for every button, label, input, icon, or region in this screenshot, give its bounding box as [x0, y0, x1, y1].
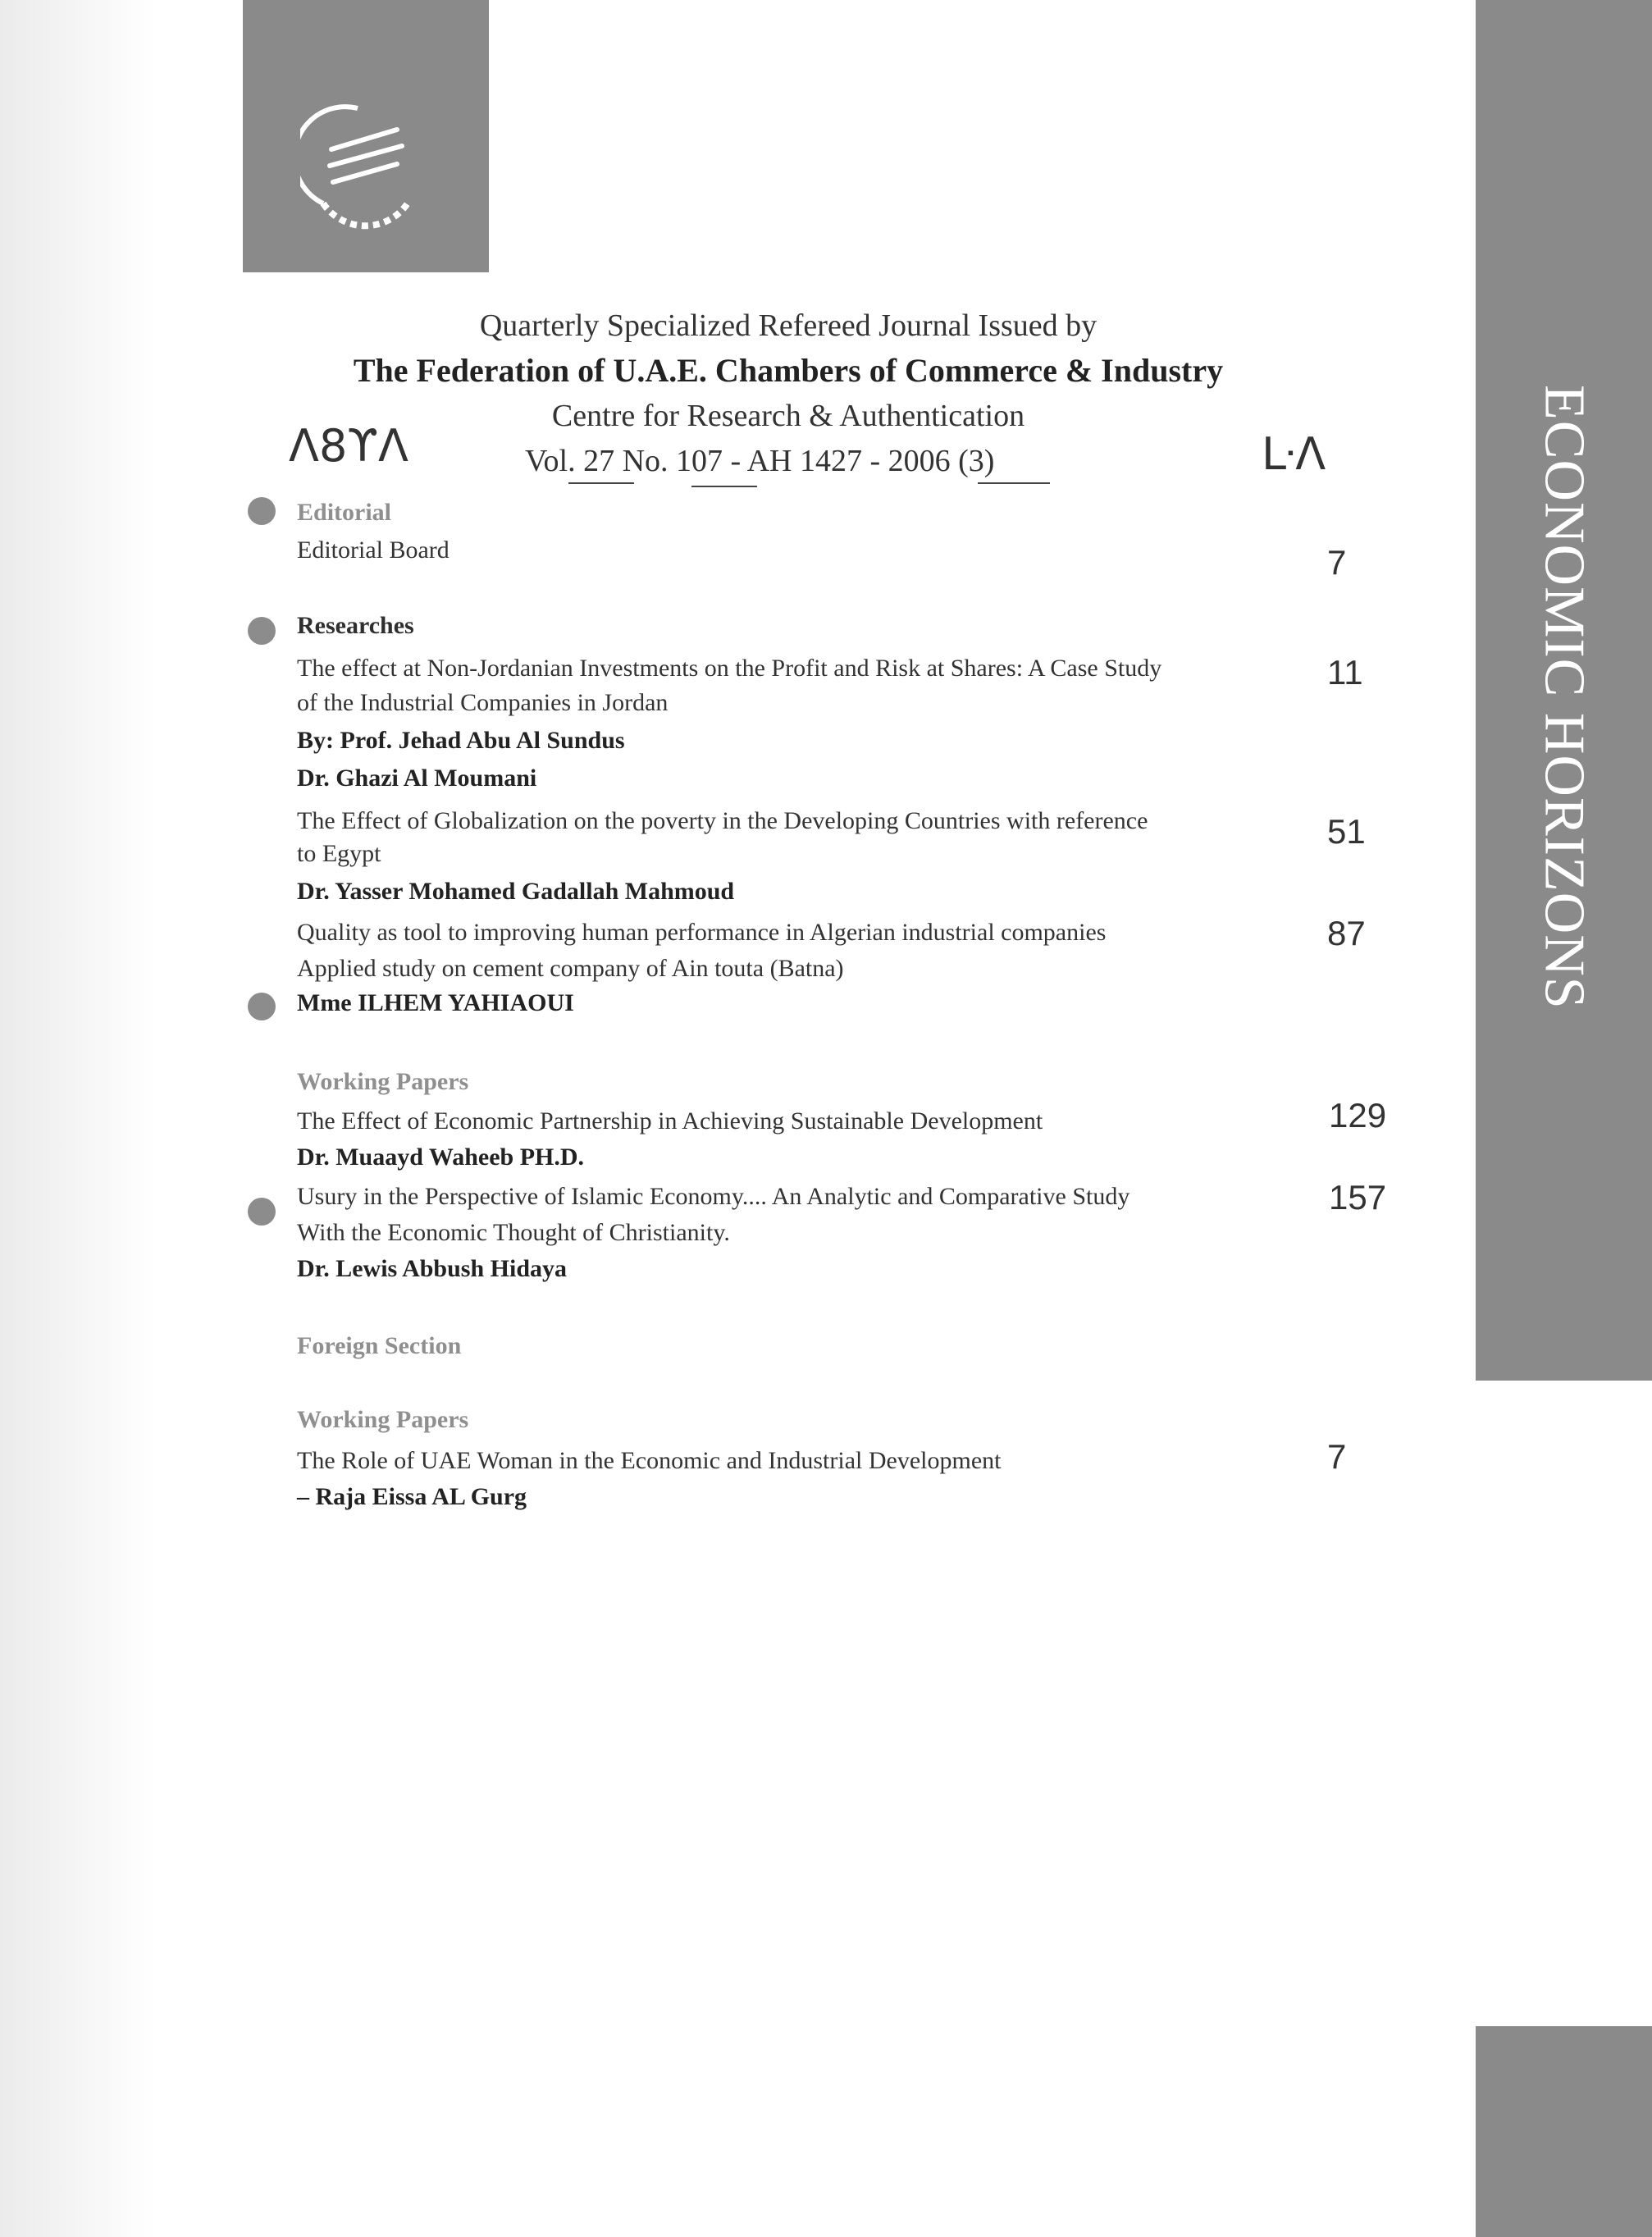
section-heading-working-papers: Working Papers	[297, 1068, 469, 1095]
section-heading-editorial: Editorial	[297, 499, 392, 526]
section-heading-researches: Researches	[297, 612, 414, 639]
bottom-gray-block	[1476, 2026, 1652, 2237]
editorial-item: Editorial Board	[297, 536, 450, 564]
article-author: By: Prof. Jehad Abu Al Sundus	[297, 727, 625, 754]
page-number: 157	[1329, 1178, 1387, 1217]
section-heading-foreign: Foreign Section	[297, 1332, 462, 1359]
issued-by-line: Quarterly Specialized Refereed Journal Issued by	[479, 308, 1098, 343]
section-bullet	[248, 617, 276, 645]
section-bullet	[248, 993, 276, 1020]
underline-number	[691, 486, 757, 487]
journal-title-vertical	[1476, 345, 1652, 1050]
page-number: 129	[1329, 1096, 1387, 1134]
article-title: With the Economic Thought of Christianity.	[297, 1219, 730, 1246]
handwritten-note-right: ᒷΛ	[1262, 428, 1326, 480]
article-author: Dr. Muaayd Waheeb PH.D.	[297, 1144, 585, 1171]
article-author: – Raja Eissa AL Gurg	[297, 1483, 527, 1510]
federation-logo-icon	[300, 98, 431, 230]
handwritten-note-left: Λ8ϒΛ	[289, 420, 408, 472]
article-title: The effect at Non-Jordanian Investments on the Profit and Risk at Shares: A Case Study	[297, 655, 1162, 682]
section-heading-foreign-working-papers: Working Papers	[297, 1406, 469, 1433]
article-author: Dr. Yasser Mohamed Gadallah Mahmoud	[297, 878, 735, 905]
centre-name: Centre for Research & Authentication	[551, 399, 1025, 433]
article-title: The Effect of Globalization on the poverty in the Developing Countries with reference	[297, 807, 1148, 834]
section-bullet	[248, 497, 276, 525]
article-author: Dr. Ghazi Al Moumani	[297, 765, 537, 792]
page-number: 7	[1327, 1437, 1347, 1476]
article-title: The Effect of Economic Partnership in Achieving Sustainable Development	[297, 1107, 1043, 1134]
article-author: Dr. Lewis Abbush Hidaya	[297, 1255, 568, 1282]
journal-title: ECONOMIC HORIZONS	[1532, 385, 1596, 1010]
underline-year	[978, 482, 1050, 484]
logo-block	[243, 0, 489, 272]
volume-line: Vol. 27 No. 107 - AH 1427 - 2006 (3)	[525, 444, 995, 478]
page-number: 11	[1327, 653, 1363, 692]
publisher-name: The Federation of U.A.E. Chambers of Commerce & Industry	[353, 352, 1224, 389]
article-title: to Egypt	[297, 840, 381, 867]
article-title: Quality as tool to improving human performance in Algerian industrial companies	[297, 919, 1107, 946]
article-title: Applied study on cement company of Ain touta (Batna)	[297, 955, 844, 982]
page-number: 7	[1327, 543, 1347, 582]
article-title: The Role of UAE Woman in the Economic and Industrial Development	[297, 1447, 1002, 1474]
underline-volume	[568, 482, 634, 484]
article-title: of the Industrial Companies in Jordan	[297, 689, 669, 716]
page-number: 51	[1327, 812, 1366, 851]
article-author: Mme ILHEM YAHIAOUI	[297, 989, 574, 1016]
page-edge-shadow	[0, 0, 156, 2237]
page-number: 87	[1327, 914, 1366, 952]
section-bullet	[248, 1198, 276, 1226]
article-title: Usury in the Perspective of Islamic Economy.... An Analytic and Comparative Study	[297, 1183, 1130, 1210]
